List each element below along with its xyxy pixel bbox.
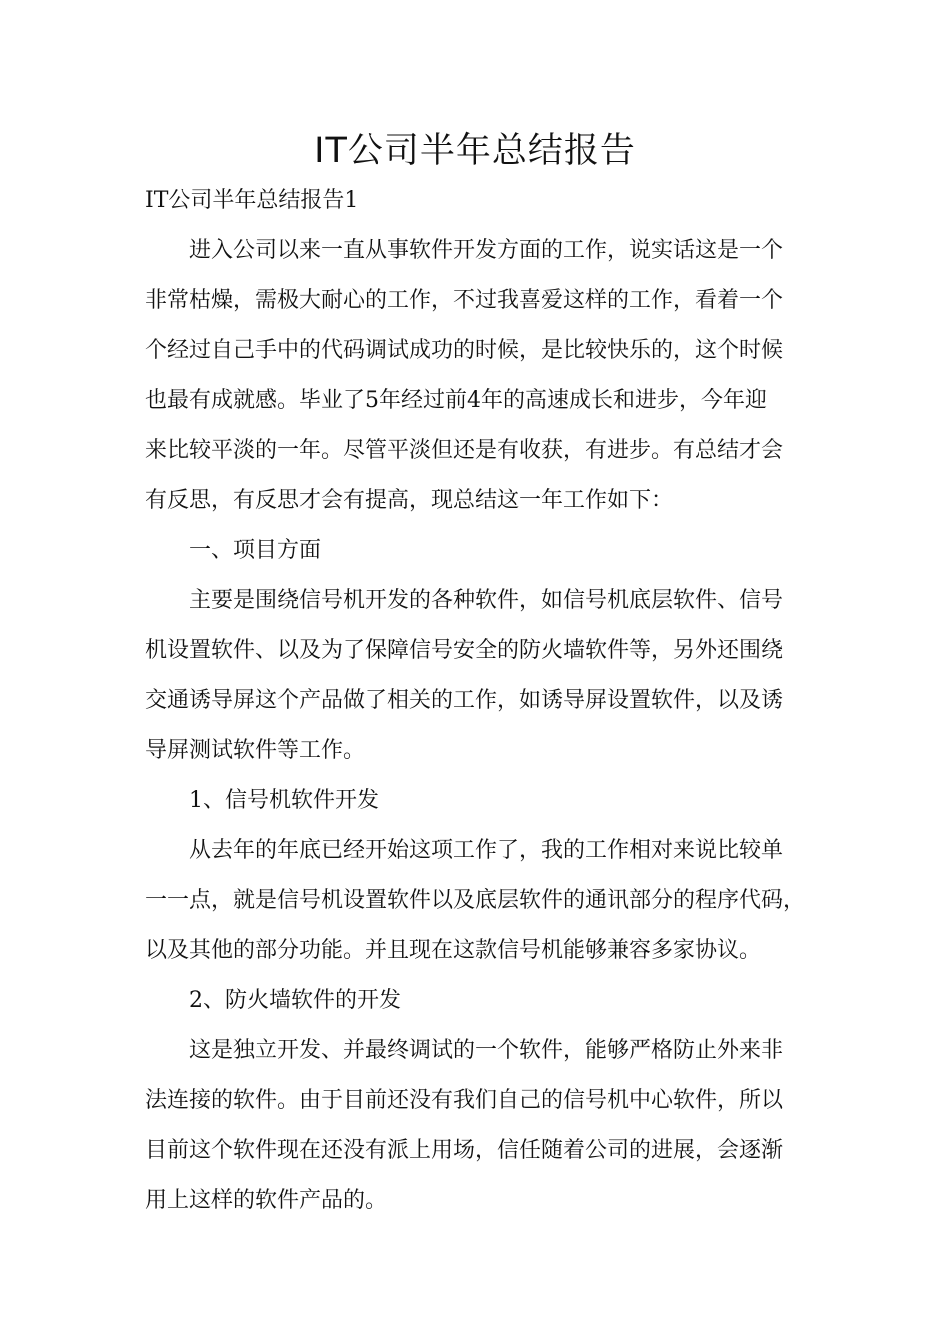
text-line: 法连接的软件。由于目前还没有我们自己的信号机中心软件，所以 (145, 1088, 784, 1113)
text-line: 交通诱导屏这个产品做了相关的工作，如诱导屏设置软件，以及诱 (145, 688, 784, 713)
text-line: 有反思，有反思才会有提高，现总结这一年工作如下： (145, 488, 674, 513)
text-line: 非常枯燥，需极大耐心的工作，不过我喜爱这样的工作，看着一个 (145, 288, 784, 313)
document-title: IT公司半年总结报告 (314, 131, 636, 171)
subsection-heading: 1、信号机软件开发 (189, 788, 379, 813)
text-line: 目前这个软件现在还没有派上用场，信任随着公司的进展，会逐渐 (145, 1138, 784, 1163)
text-line: 来比较平淡的一年。尽管平淡但还是有收获，有进步。有总结才会 (145, 438, 784, 463)
text-line: 进入公司以来一直从事软件开发方面的工作，说实话这是一个 (189, 238, 784, 263)
text-line: 这是独立开发、并最终调试的一个软件，能够严格防止外来非 (189, 1038, 784, 1063)
text-line: 一一点，就是信号机设置软件以及底层软件的通讯部分的程序代码， (145, 888, 806, 913)
text-line: 主要是围绕信号机开发的各种软件，如信号机底层软件、信号 (189, 588, 784, 613)
text-line: 导屏测试软件等工作。 (145, 738, 366, 763)
text-line: 个经过自己手中的代码调试成功的时候，是比较快乐的，这个时候 (145, 338, 784, 363)
document-subtitle: IT公司半年总结报告1 (145, 188, 359, 213)
text-line: 用上这样的软件产品的。 (145, 1188, 388, 1213)
document-body (145, 226, 825, 1226)
text-line: 机设置软件、以及为了保障信号安全的防火墙软件等，另外还围绕 (145, 638, 784, 663)
subsection-heading: 2、防火墙软件的开发 (189, 988, 401, 1013)
section-heading: 一、项目方面 (189, 538, 322, 563)
text-line: 以及其他的部分功能。并且现在这款信号机能够兼容多家协议。 (145, 938, 762, 963)
text-line: 也最有成就感。毕业了5年经过前4年的高速成长和进步，今年迎 (145, 388, 767, 413)
text-line: 从去年的年底已经开始这项工作了，我的工作相对来说比较单 (189, 838, 784, 863)
